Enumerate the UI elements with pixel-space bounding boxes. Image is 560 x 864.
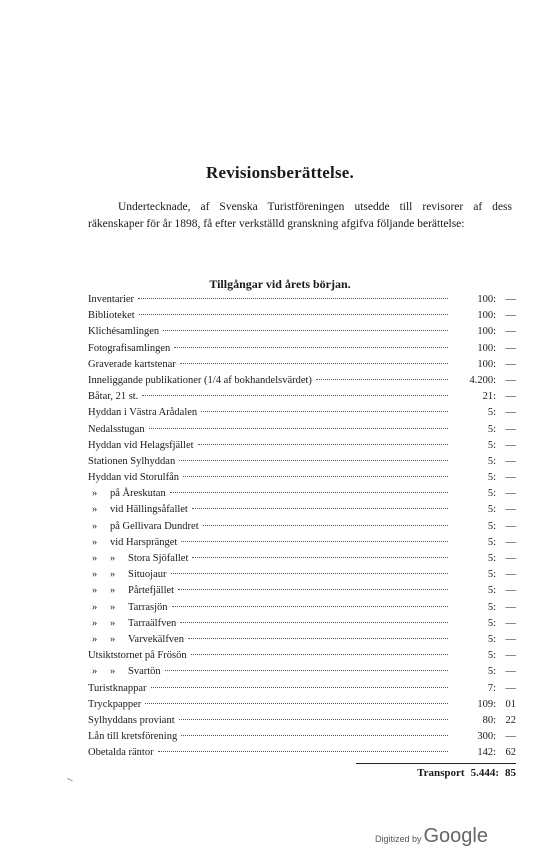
row-ore: — xyxy=(505,585,516,597)
page-title: Revisionsberättelse. xyxy=(205,163,354,182)
row-label: Graverade kartstenar xyxy=(88,358,176,370)
ledger-row xyxy=(88,407,516,423)
row-label: Hyddan vid Helagsfjället xyxy=(88,439,194,451)
row-ore: — xyxy=(505,439,516,451)
row-label: Lån till kretsförening xyxy=(88,731,178,743)
row-ore: — xyxy=(505,407,516,419)
row-amount: 100: xyxy=(477,358,496,370)
ditto-mark: » xyxy=(110,585,116,597)
row-amount: 5: xyxy=(487,536,496,548)
row-amount: 5: xyxy=(487,585,496,597)
ledger-row xyxy=(88,537,516,553)
asset-list xyxy=(88,294,516,763)
row-ore: — xyxy=(505,617,516,629)
ledger-row xyxy=(88,569,516,585)
ledger-row xyxy=(88,504,516,520)
dot-leader xyxy=(165,670,448,671)
row-amount: 5: xyxy=(487,407,496,419)
row-ore: 01 xyxy=(505,698,516,710)
row-amount: 5: xyxy=(487,553,496,564)
row-ore: — xyxy=(505,601,516,613)
row-amount: 7: xyxy=(487,682,496,694)
watermark-prefix: Digitized by xyxy=(374,834,422,844)
dot-leader xyxy=(174,347,448,348)
row-ore: — xyxy=(505,553,516,564)
row-amount: 5: xyxy=(487,504,496,516)
ledger-row xyxy=(88,440,516,456)
row-amount: 5: xyxy=(487,423,496,435)
row-ore: — xyxy=(505,504,516,516)
ditto-mark: » xyxy=(110,569,116,581)
dot-leader xyxy=(181,735,448,736)
intro-text: Undertecknade, af Svenska Turistföreningen utsedde till revisorer af dess räkenskaper för år 1898, få efter verkställd granskning afgifva följande berättelse: xyxy=(88,201,512,230)
dot-leader xyxy=(171,573,449,574)
ditto-mark: » xyxy=(110,553,116,564)
row-amount: 5: xyxy=(487,520,496,532)
ditto-mark: » xyxy=(92,504,98,516)
ditto-mark: » xyxy=(110,666,116,678)
row-label: Tarrasjön xyxy=(128,601,168,613)
row-ore: — xyxy=(505,374,516,386)
scan-mark xyxy=(65,778,73,785)
ditto-mark: » xyxy=(92,488,98,500)
row-ore: — xyxy=(505,682,516,694)
row-amount: 5: xyxy=(487,472,496,484)
row-ore: — xyxy=(505,488,516,500)
dot-leader xyxy=(192,508,448,509)
ledger-row xyxy=(88,747,516,763)
ledger-row xyxy=(88,634,516,650)
ditto-mark: » xyxy=(92,617,98,629)
row-ore: — xyxy=(505,650,516,662)
dot-leader xyxy=(158,751,448,752)
dot-leader xyxy=(203,525,448,526)
row-label: Båtar, 21 st. xyxy=(88,391,139,403)
dot-leader xyxy=(149,428,448,429)
ledger-row xyxy=(88,715,516,731)
dot-leader xyxy=(201,411,448,412)
total-rule xyxy=(356,763,516,764)
row-ore: — xyxy=(505,520,516,532)
row-amount: 100: xyxy=(477,342,496,354)
ditto-mark: » xyxy=(92,633,98,645)
ledger-row xyxy=(88,618,516,634)
row-ore: — xyxy=(505,666,516,678)
row-label: Pårtefjället xyxy=(128,585,175,597)
row-amount: 100: xyxy=(477,310,496,322)
dot-leader xyxy=(170,492,448,493)
row-ore: — xyxy=(505,423,516,435)
row-ore: 62 xyxy=(505,747,516,759)
ditto-mark: » xyxy=(92,601,98,613)
ditto-mark: » xyxy=(110,633,116,645)
row-label: på Åreskutan xyxy=(110,488,166,500)
ditto-mark: » xyxy=(92,585,98,597)
row-label: Stora Sjöfallet xyxy=(128,553,189,564)
row-label: Hyddan i Västra Arådalen xyxy=(88,407,198,419)
row-label: Fotografisamlingen xyxy=(88,342,171,354)
ledger-row xyxy=(88,553,516,569)
intro-paragraph xyxy=(88,199,512,233)
ledger-row xyxy=(88,521,516,537)
row-label: Turistknappar xyxy=(88,682,147,694)
row-label: Utsiktstornet på Frösön xyxy=(88,650,187,662)
row-amount: 5: xyxy=(487,488,496,500)
row-label: Inventarier xyxy=(88,294,135,305)
row-amount: 5: xyxy=(487,569,496,581)
row-label: Stationen Sylhyddan xyxy=(88,455,176,467)
row-amount: 5: xyxy=(487,633,496,645)
dot-leader xyxy=(181,541,448,542)
row-amount: 109: xyxy=(477,698,496,710)
dot-leader xyxy=(178,589,448,590)
dot-leader xyxy=(316,379,448,380)
ditto-mark: » xyxy=(92,569,98,581)
row-label: Sylhyddans proviant xyxy=(88,714,175,726)
dot-leader xyxy=(179,719,448,720)
ledger-row xyxy=(88,391,516,407)
row-amount: 100: xyxy=(477,294,496,305)
row-ore: — xyxy=(505,633,516,645)
row-amount: 5: xyxy=(487,455,496,467)
ledger-row xyxy=(88,310,516,326)
ledger-row xyxy=(88,326,516,342)
transport-amount: 5.444: xyxy=(470,767,499,779)
dot-leader xyxy=(172,606,449,607)
row-amount: 4.200: xyxy=(469,374,496,386)
ledger-row xyxy=(88,456,516,472)
row-label: Nedalsstugan xyxy=(88,423,145,435)
transport-label: Transport xyxy=(417,767,465,779)
row-ore: — xyxy=(505,391,516,403)
row-label: Varvekälfven xyxy=(128,633,184,645)
dot-leader xyxy=(180,363,448,364)
dot-leader xyxy=(188,638,448,639)
dot-leader xyxy=(191,654,448,655)
transport-total xyxy=(300,767,516,779)
row-label: Situojaur xyxy=(128,569,167,581)
row-amount: 142: xyxy=(477,747,496,759)
ditto-mark: » xyxy=(92,520,98,532)
dot-leader xyxy=(142,395,448,396)
row-amount: 5: xyxy=(487,439,496,451)
ledger-row xyxy=(88,650,516,666)
row-ore: — xyxy=(505,310,516,322)
row-amount: 80: xyxy=(482,714,496,726)
row-amount: 100: xyxy=(477,326,496,338)
ditto-mark: » xyxy=(92,553,98,564)
row-ore: — xyxy=(505,472,516,484)
ledger-row xyxy=(88,683,516,699)
ledger-row xyxy=(88,602,516,618)
row-ore: — xyxy=(505,455,516,467)
row-ore: — xyxy=(505,536,516,548)
row-label: Obetalda räntor xyxy=(88,747,154,759)
row-label: Biblioteket xyxy=(88,310,135,322)
row-amount: 5: xyxy=(487,601,496,613)
row-amount: 5: xyxy=(487,650,496,662)
row-amount: 5: xyxy=(487,666,496,678)
row-label: Inneliggande publikationer (1/4 af bokhandelsvärdet) xyxy=(88,374,312,386)
digitization-watermark xyxy=(375,825,488,848)
row-label: vid Harspränget xyxy=(110,536,178,548)
row-ore: — xyxy=(505,326,516,338)
ledger-row xyxy=(88,294,516,310)
row-label: Hyddan vid Storulfån xyxy=(88,472,179,484)
row-ore: — xyxy=(505,294,516,305)
ledger-row xyxy=(88,359,516,375)
ledger-row xyxy=(88,666,516,682)
dot-leader xyxy=(198,444,448,445)
dot-leader xyxy=(138,298,448,299)
transport-ore: 85 xyxy=(505,767,516,779)
row-label: vid Hällingsåfallet xyxy=(110,504,188,516)
ditto-mark: » xyxy=(110,601,116,613)
ledger-row xyxy=(88,699,516,715)
dot-leader xyxy=(139,314,448,315)
row-label: Svartön xyxy=(128,666,161,678)
row-ore: — xyxy=(505,731,516,743)
dot-leader xyxy=(180,622,448,623)
ledger-row xyxy=(88,731,516,747)
ditto-mark: » xyxy=(92,666,98,678)
row-label: Tryckpapper xyxy=(88,698,142,710)
dot-leader xyxy=(145,703,448,704)
ledger-row xyxy=(88,585,516,601)
row-label: Klichésamlingen xyxy=(88,326,160,338)
dot-leader xyxy=(179,460,448,461)
dot-leader xyxy=(163,330,448,331)
section-heading: Tillgångar vid årets början. xyxy=(209,277,351,291)
row-label: på Gellivara Dundret xyxy=(110,520,199,532)
watermark-logo: Google xyxy=(423,825,488,847)
ledger-row xyxy=(88,472,516,488)
dot-leader xyxy=(192,557,448,558)
ledger-row xyxy=(88,375,516,391)
row-label: Tarraälfven xyxy=(128,617,177,629)
ledger-row xyxy=(88,424,516,440)
dot-leader xyxy=(183,476,448,477)
ledger-row xyxy=(88,343,516,359)
row-ore: — xyxy=(505,569,516,581)
row-ore: — xyxy=(505,358,516,370)
dot-leader xyxy=(151,687,448,688)
row-amount: 300: xyxy=(477,731,496,743)
row-ore: 22 xyxy=(505,714,516,726)
row-amount: 5: xyxy=(487,617,496,629)
ditto-mark: » xyxy=(110,617,116,629)
row-ore: — xyxy=(505,342,516,354)
ledger-row xyxy=(88,488,516,504)
ditto-mark: » xyxy=(92,536,98,548)
row-amount: 21: xyxy=(482,391,496,403)
